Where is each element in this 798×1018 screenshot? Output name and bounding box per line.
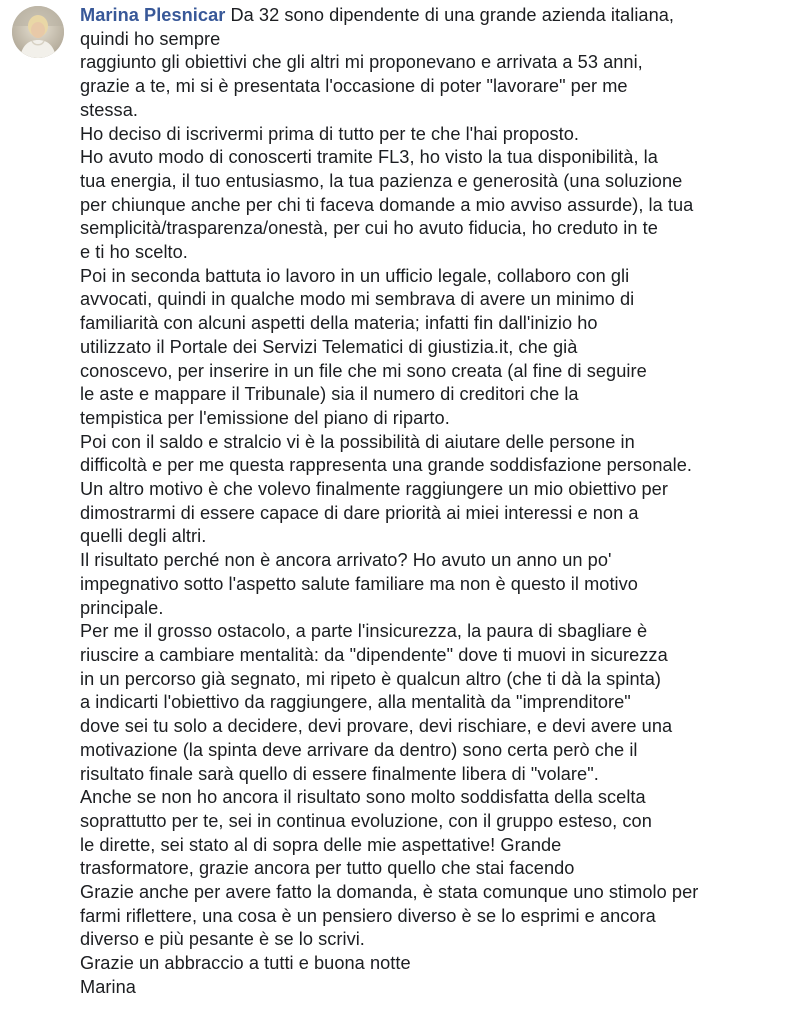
comment-text-line: Poi in seconda battuta io lavoro in un ufficio legale, collaboro con gli xyxy=(80,265,630,286)
comment-text-line: dimostrarmi di essere capace di dare priorità ai miei interessi e non a xyxy=(80,502,639,523)
comment-text-line: Ho deciso di iscrivermi prima di tutto per te che l'hai proposto. xyxy=(80,123,580,144)
comment-text-line: grazie a te, mi si è presentata l'occasione di poter "lavorare" per me xyxy=(80,76,628,97)
comment-text-line: difficoltà e per me questa rappresenta una grande soddisfazione personale. xyxy=(80,455,693,476)
comment-text-line: in un percorso già segnato, mi ripeto è qualcun altro (che ti dà la spinta) xyxy=(80,668,662,689)
comment-text-line: soprattutto per te, sei in continua evoluzione, con il gruppo esteso, con xyxy=(80,810,652,831)
comment-text-line: Il risultato perché non è ancora arrivato? Ho avuto un anno un po' xyxy=(80,550,612,571)
comment-text-line: semplicità/trasparenza/onestà, per cui ho avuto fiducia, ho creduto in te xyxy=(80,218,658,239)
comment-text-line: stessa. xyxy=(80,99,138,120)
comment-text-line: quindi ho sempre xyxy=(80,28,221,49)
comment-text-line: motivazione (la spinta deve arrivare da dentro) sono certa però che il xyxy=(80,739,638,760)
comment-text-line: per chiunque anche per chi ti faceva domande a mio avviso assurde), la tua xyxy=(80,194,694,215)
comment-text-line: conoscevo, per inserire in un file che mi sono creata (al fine di seguire xyxy=(80,360,647,381)
comment-text-line: Un altro motivo è che volevo finalmente raggiungere un mio obiettivo per xyxy=(80,479,668,500)
comment-text-line: trasformatore, grazie ancora per tutto quello che stai facendo xyxy=(80,858,575,879)
comment-text-line: a indicarti l'obiettivo da raggiungere, alla mentalità da "imprenditore" xyxy=(80,692,631,713)
comment-text-line: familiarità con alcuni aspetti della materia; infatti fin dall'inizio ho xyxy=(80,313,598,334)
comment-text-line: Ho avuto modo di conoscerti tramite FL3, ho visto la tua disponibilità, la xyxy=(80,147,658,168)
comment-first-line xyxy=(80,4,792,28)
comment-signature: Marina xyxy=(80,976,136,997)
comment-text-line: riuscire a cambiare mentalità: da "dipendente" dove ti muovi in sicurezza xyxy=(80,644,668,665)
comment-text-line: Grazie anche per avere fatto la domanda, è stata comunque uno stimolo per xyxy=(80,882,699,903)
comment-text-line: Da 32 sono dipendente di una grande azienda italiana, xyxy=(230,5,675,25)
comment-text-line: e ti ho scelto. xyxy=(80,242,188,263)
comment-body xyxy=(80,4,792,1000)
comment-text-line: raggiunto gli obiettivi che gli altri mi proponevano e arrivata a 53 anni, xyxy=(80,52,643,73)
comment-text-line: utilizzato il Portale dei Servizi Telematici di giustizia.it, che già xyxy=(80,336,578,357)
comment-text-line: tua energia, il tuo entusiasmo, la tua pazienza e generosità (una soluzione xyxy=(80,170,683,191)
comment-text-line: dove sei tu solo a decidere, devi provare, devi rischiare, e devi avere una xyxy=(80,716,673,737)
author-name-link[interactable]: Marina Plesnicar xyxy=(80,5,226,25)
comment-text-line: impegnativo sotto l'aspetto salute familiare ma non è questo il motivo xyxy=(80,573,638,594)
comment-text-line: Per me il grosso ostacolo, a parte l'insicurezza, la paura di sbagliare è xyxy=(80,621,648,642)
comment-text-line: avvocati, quindi in qualche modo mi sembrava di avere un minimo di xyxy=(80,289,635,310)
comment-text-line: Poi con il saldo e stralcio vi è la possibilità di aiutare delle persone in xyxy=(80,431,635,452)
comment-text-line: Anche se non ho ancora il risultato sono molto soddisfatta della scelta xyxy=(80,787,646,808)
avatar[interactable] xyxy=(12,6,64,58)
comment-text-line: farmi riflettere, una cosa è un pensiero diverso è se lo esprimi e ancora xyxy=(80,905,656,926)
user-avatar-photo-icon xyxy=(12,6,64,58)
comment-text-line: risultato finale sarà quello di essere finalmente libera di "volare". xyxy=(80,763,599,784)
comment-text-line: le dirette, sei stato al di sopra delle mie aspettative! Grande xyxy=(80,834,562,855)
comment-text-line: diverso e più pesante è se lo scrivi. xyxy=(80,929,365,950)
comment-text-line: Grazie un abbraccio a tutti e buona notte xyxy=(80,953,411,974)
comment-text-line: quelli degli altri. xyxy=(80,526,207,547)
comment-text-line: tempistica per l'emissione del piano di riparto. xyxy=(80,407,450,428)
comment-text-line: principale. xyxy=(80,597,164,618)
comment-text-line: le aste e mappare il Tribunale) sia il numero di creditori che la xyxy=(80,384,579,405)
